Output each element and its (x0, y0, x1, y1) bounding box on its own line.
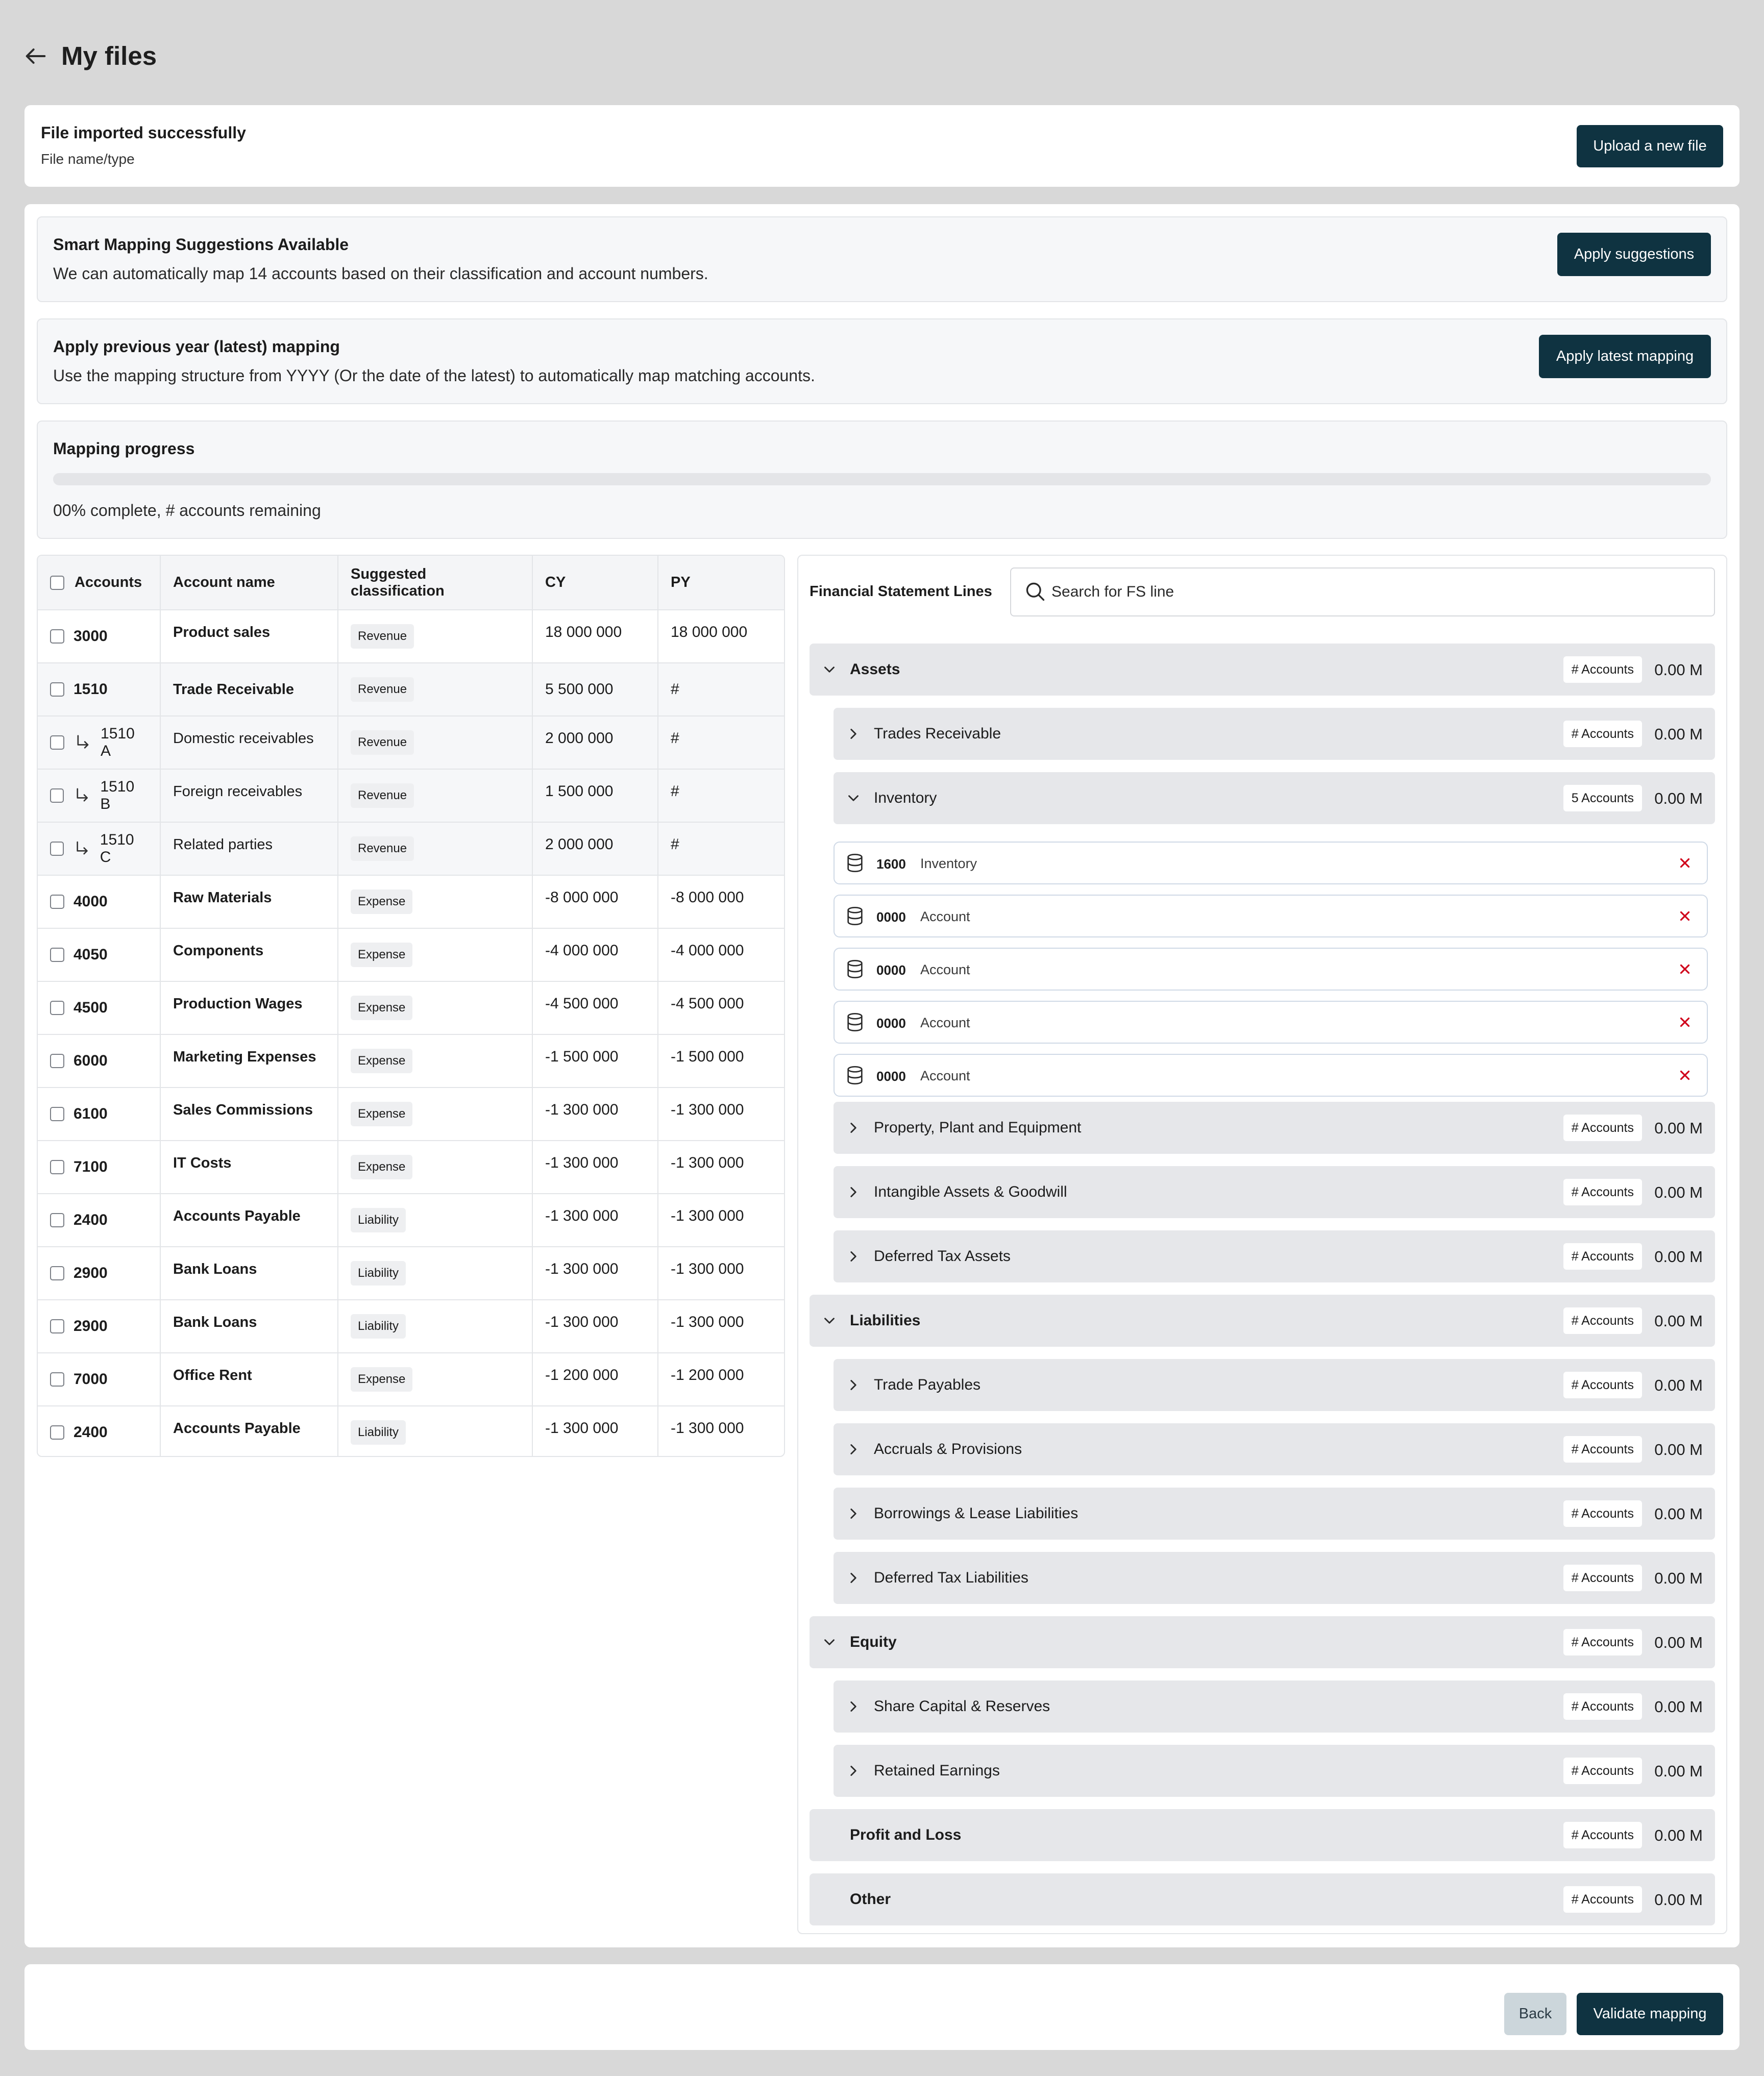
account-name: Accounts Payable (173, 1420, 301, 1437)
classification-tag[interactable]: Expense (351, 996, 412, 1020)
row-checkbox[interactable] (50, 1107, 64, 1121)
fs-line-amount: 0.00 M (1654, 1441, 1703, 1459)
account-cell (38, 1353, 160, 1406)
mapped-account-item[interactable] (834, 895, 1708, 937)
accounts-count-badge: # Accounts (1563, 1886, 1642, 1913)
apply-suggestions-button[interactable]: Apply suggestions (1557, 233, 1711, 276)
accounts-count-badge: # Accounts (1563, 1500, 1642, 1527)
chevron-down-icon[interactable] (821, 1634, 838, 1651)
fs-lines-label: Financial Statement Lines (810, 583, 992, 600)
accounts-count-badge: # Accounts (1563, 1693, 1642, 1720)
row-checkbox[interactable] (50, 682, 64, 697)
accounts-count-badge: # Accounts (1563, 1115, 1642, 1141)
fs-line-row[interactable] (834, 1745, 1715, 1797)
accounts-count-badge: # Accounts (1563, 1179, 1642, 1205)
cy-cell: -1 300 000 (532, 1194, 658, 1247)
classification-cell (338, 1247, 532, 1300)
py-cell: -1 300 000 (658, 1088, 784, 1141)
account-number: 2900 (74, 1318, 108, 1334)
accounts-count-badge: # Accounts (1563, 1307, 1642, 1334)
cy-cell: 2 000 000 (532, 716, 658, 769)
column-header-account-name: Account name (160, 556, 338, 610)
cy-cell: 5 500 000 (532, 663, 658, 716)
account-number: 4050 (74, 946, 108, 963)
account-number: 6100 (74, 1105, 108, 1122)
mapped-account-label: Account (920, 1068, 970, 1083)
py-cell: -1 500 000 (658, 1034, 784, 1088)
account-name-cell (160, 875, 338, 928)
row-checkbox[interactable] (50, 1054, 64, 1068)
classification-cell (338, 769, 532, 822)
remove-icon[interactable] (1677, 961, 1693, 977)
classification-tag[interactable]: Expense (351, 889, 412, 914)
chevron-down-icon[interactable] (821, 1312, 838, 1329)
mapped-account-number: 0000 (876, 1016, 906, 1031)
fs-line-amount: 0.00 M (1654, 1376, 1703, 1394)
fs-group-row[interactable] (810, 1873, 1715, 1925)
account-cell (38, 716, 160, 769)
fs-line-label: Trade Payables (874, 1376, 981, 1393)
classification-cell (338, 1141, 532, 1194)
account-name-cell (160, 1034, 338, 1088)
accounts-count-badge: # Accounts (1563, 1243, 1642, 1270)
py-cell: 18 000 000 (658, 610, 784, 663)
import-subtitle: File name/type (41, 151, 135, 167)
py-cell: -1 300 000 (658, 1406, 784, 1457)
accounts-count-badge: # Accounts (1563, 1436, 1642, 1463)
account-number: 1510 A (101, 725, 135, 759)
table-row[interactable] (38, 716, 784, 769)
fs-group-row[interactable] (810, 1295, 1715, 1347)
account-name: Trade Receivable (173, 681, 294, 698)
previous-mapping-title: Apply previous year (latest) mapping (53, 337, 340, 356)
search-icon (1024, 580, 1046, 603)
cy-cell: -1 300 000 (532, 1406, 658, 1457)
fs-line-amount: 0.00 M (1654, 1826, 1703, 1844)
account-number: 1510 C (100, 831, 134, 866)
table-row[interactable] (38, 1406, 784, 1457)
account-cell (38, 875, 160, 928)
remove-icon[interactable] (1677, 855, 1693, 871)
column-header-suggested-classification: Suggested classification (338, 556, 532, 610)
account-name: Marketing Expenses (173, 1049, 316, 1065)
progress-title: Mapping progress (53, 439, 195, 458)
progress-bar-track (53, 473, 1711, 485)
account-name-cell (160, 1353, 338, 1406)
account-number: 1510 B (100, 778, 135, 812)
fs-group-row[interactable] (810, 1616, 1715, 1668)
fs-group-row[interactable] (810, 644, 1715, 696)
fs-line-label: Share Capital & Reserves (874, 1698, 1050, 1715)
fs-line-amount: 0.00 M (1654, 1312, 1703, 1330)
cy-cell: -4 000 000 (532, 928, 658, 981)
fs-line-amount: 0.00 M (1654, 1634, 1703, 1651)
account-name: Product sales (173, 624, 271, 640)
mapped-account-item[interactable] (834, 1054, 1708, 1097)
page-title: My files (61, 41, 157, 70)
remove-icon[interactable] (1677, 1068, 1693, 1083)
fs-line-row[interactable] (834, 708, 1715, 760)
account-name: IT Costs (173, 1155, 232, 1171)
classification-tag[interactable]: Liability (351, 1314, 406, 1339)
progress-status: 00% complete, # accounts remaining (53, 501, 321, 520)
classification-tag[interactable]: Liability (351, 1261, 406, 1286)
sub-account-arrow-icon (73, 786, 91, 805)
chevron-right-icon[interactable] (845, 1505, 862, 1522)
fs-group-row[interactable] (810, 1809, 1715, 1861)
classification-cell (338, 663, 532, 716)
account-cell (38, 769, 160, 822)
account-number: 4000 (74, 893, 108, 910)
chevron-right-icon[interactable] (845, 1248, 862, 1265)
fs-line-label: Deferred Tax Liabilities (874, 1569, 1028, 1586)
column-header-accounts: Accounts (38, 556, 160, 610)
remove-icon[interactable] (1677, 908, 1693, 924)
mapped-account-number: 0000 (876, 1069, 906, 1084)
account-name-cell (160, 1141, 338, 1194)
mapped-account-number: 0000 (876, 909, 906, 925)
table-row[interactable] (38, 663, 784, 716)
classification-tag[interactable]: Revenue (351, 730, 414, 755)
cy-cell: -1 200 000 (532, 1353, 658, 1406)
fs-line-row[interactable] (834, 1102, 1715, 1154)
fs-line-label: Inventory (874, 789, 937, 806)
accounts-count-badge: # Accounts (1563, 1758, 1642, 1784)
table-row[interactable] (38, 981, 784, 1034)
classification-cell (338, 875, 532, 928)
classification-cell (338, 610, 532, 663)
account-name: Bank Loans (173, 1261, 257, 1277)
fs-line-label: Equity (850, 1634, 897, 1650)
database-icon (845, 1011, 865, 1033)
back-button[interactable]: Back (1504, 1993, 1566, 2035)
row-checkbox[interactable] (50, 1266, 64, 1280)
fs-line-amount: 0.00 M (1654, 1891, 1703, 1909)
sub-account-arrow-icon (74, 733, 91, 752)
table-row[interactable] (38, 769, 784, 822)
classification-tag[interactable]: Expense (351, 1155, 412, 1179)
account-name-cell (160, 981, 338, 1034)
fs-line-amount: 0.00 M (1654, 1698, 1703, 1716)
fs-line-row[interactable] (834, 1230, 1715, 1282)
account-cell (38, 1194, 160, 1247)
py-cell: -1 300 000 (658, 1300, 784, 1353)
fs-line-amount: 0.00 M (1654, 1119, 1703, 1137)
fs-search-input[interactable] (1051, 574, 1705, 610)
account-cell (38, 1406, 160, 1457)
cy-cell: -8 000 000 (532, 875, 658, 928)
chevron-right-icon[interactable] (845, 1569, 862, 1587)
import-title: File imported successfully (41, 123, 246, 142)
account-name-cell (160, 822, 338, 875)
py-cell: # (658, 663, 784, 716)
account-name: Bank Loans (173, 1314, 257, 1330)
table-row[interactable] (38, 1034, 784, 1088)
fs-line-amount: 0.00 M (1654, 1569, 1703, 1587)
fs-line-label: Accruals & Provisions (874, 1441, 1022, 1457)
table-row[interactable] (38, 1088, 784, 1141)
py-cell: # (658, 822, 784, 875)
classification-cell (338, 1088, 532, 1141)
account-name-cell (160, 769, 338, 822)
account-name-cell (160, 610, 338, 663)
previous-mapping-card (37, 318, 1727, 404)
classification-tag[interactable]: Liability (351, 1208, 406, 1232)
account-number: 2400 (74, 1212, 108, 1228)
classification-cell (338, 716, 532, 769)
row-checkbox[interactable] (50, 842, 64, 856)
account-name: Foreign receivables (173, 783, 303, 800)
chevron-right-icon[interactable] (845, 1119, 862, 1136)
classification-tag[interactable]: Liability (351, 1420, 406, 1445)
fs-line-row[interactable] (834, 1359, 1715, 1411)
table-row[interactable] (38, 1353, 784, 1406)
classification-tag[interactable]: Revenue (351, 624, 414, 649)
accounts-count-badge: 5 Accounts (1563, 785, 1642, 811)
upload-new-file-button[interactable]: Upload a new file (1577, 125, 1723, 167)
classification-tag[interactable]: Expense (351, 943, 412, 967)
fs-line-label: Other (850, 1891, 891, 1908)
cy-cell: 1 500 000 (532, 769, 658, 822)
account-cell (38, 1034, 160, 1088)
account-name-cell (160, 1247, 338, 1300)
fs-line-row[interactable] (834, 772, 1715, 824)
table-row[interactable] (38, 822, 784, 875)
chevron-right-icon[interactable] (845, 1762, 862, 1780)
account-cell (38, 1247, 160, 1300)
select-all-checkbox[interactable] (50, 576, 64, 590)
mapped-account-label: Inventory (920, 856, 977, 871)
fs-line-amount: 0.00 M (1654, 1183, 1703, 1201)
database-icon (845, 1065, 865, 1086)
table-row[interactable] (38, 1141, 784, 1194)
account-number: 3000 (74, 628, 108, 645)
classification-tag[interactable]: Revenue (351, 836, 414, 861)
database-icon (845, 852, 865, 874)
classification-tag[interactable]: Expense (351, 1367, 412, 1392)
fs-line-label: Trades Receivable (874, 725, 1001, 742)
account-number: 7100 (74, 1158, 108, 1175)
fs-line-row[interactable] (834, 1423, 1715, 1475)
cy-cell: -1 300 000 (532, 1141, 658, 1194)
classification-tag[interactable]: Expense (351, 1049, 412, 1073)
account-number: 6000 (74, 1052, 108, 1069)
table-row[interactable] (38, 875, 784, 928)
fs-line-amount: 0.00 M (1654, 1505, 1703, 1523)
accounts-count-badge: # Accounts (1563, 1822, 1642, 1848)
chevron-right-icon[interactable] (845, 1698, 862, 1715)
row-checkbox[interactable] (50, 895, 64, 909)
fs-line-label: Borrowings & Lease Liabilities (874, 1505, 1079, 1522)
account-cell (38, 1300, 160, 1353)
fs-line-label: Property, Plant and Equipment (874, 1119, 1082, 1136)
account-cell (38, 1141, 160, 1194)
cy-cell: 2 000 000 (532, 822, 658, 875)
py-cell: -8 000 000 (658, 875, 784, 928)
account-cell (38, 928, 160, 981)
fs-line-label: Deferred Tax Assets (874, 1248, 1011, 1265)
classification-cell (338, 1194, 532, 1247)
classification-cell (338, 1300, 532, 1353)
cy-cell: -1 300 000 (532, 1247, 658, 1300)
py-cell: -4 000 000 (658, 928, 784, 981)
classification-cell (338, 1353, 532, 1406)
row-checkbox[interactable] (50, 735, 64, 750)
fs-line-label: Retained Earnings (874, 1762, 1000, 1779)
fs-line-row[interactable] (834, 1488, 1715, 1540)
fs-line-label: Assets (850, 661, 900, 678)
py-cell: -1 300 000 (658, 1194, 784, 1247)
smart-mapping-title: Smart Mapping Suggestions Available (53, 235, 349, 254)
fs-line-amount: 0.00 M (1654, 1762, 1703, 1780)
fs-line-label: Profit and Loss (850, 1826, 962, 1843)
remove-icon[interactable] (1677, 1015, 1693, 1030)
py-cell: # (658, 716, 784, 769)
accounts-count-badge: # Accounts (1563, 656, 1642, 683)
column-header-py: PY (658, 556, 784, 610)
py-cell: -1 200 000 (658, 1353, 784, 1406)
account-cell (38, 610, 160, 663)
py-cell: -1 300 000 (658, 1247, 784, 1300)
fs-line-row[interactable] (834, 1166, 1715, 1218)
account-number: 7000 (74, 1371, 108, 1388)
table-header-row (38, 556, 784, 610)
mapped-account-number: 1600 (876, 856, 906, 872)
table-row[interactable] (38, 1300, 784, 1353)
import-banner (24, 105, 1739, 187)
chevron-right-icon[interactable] (845, 1441, 862, 1458)
validate-mapping-button[interactable]: Validate mapping (1577, 1993, 1723, 2035)
mapped-account-label: Account (920, 909, 970, 924)
fs-line-amount: 0.00 M (1654, 789, 1703, 807)
fs-line-amount: 0.00 M (1654, 1248, 1703, 1266)
table-row[interactable] (38, 1194, 784, 1247)
fs-line-label: Liabilities (850, 1312, 921, 1329)
account-name: Sales Commissions (173, 1102, 313, 1118)
mapped-account-label: Account (920, 1015, 970, 1030)
table-row[interactable] (38, 1247, 784, 1300)
classification-tag[interactable]: Revenue (351, 677, 414, 702)
account-name-cell (160, 1194, 338, 1247)
account-name: Related parties (173, 836, 273, 853)
accounts-count-badge: # Accounts (1563, 1372, 1642, 1398)
account-name-cell (160, 1406, 338, 1457)
chevron-right-icon[interactable] (845, 1376, 862, 1394)
classification-cell (338, 822, 532, 875)
cy-cell: 18 000 000 (532, 610, 658, 663)
account-number: 4500 (74, 999, 108, 1016)
mapped-account-item[interactable] (834, 842, 1708, 884)
classification-cell (338, 1034, 532, 1088)
account-name-cell (160, 928, 338, 981)
row-checkbox[interactable] (50, 788, 64, 803)
chevron-right-icon[interactable] (845, 1183, 862, 1201)
classification-cell (338, 981, 532, 1034)
chevron-right-icon[interactable] (845, 725, 862, 743)
row-checkbox[interactable] (50, 1425, 64, 1440)
account-cell (38, 663, 160, 716)
smart-mapping-description: We can automatically map 14 accounts based on their classification and account numbers. (53, 264, 708, 283)
cy-cell: -1 300 000 (532, 1088, 658, 1141)
cy-cell: -1 300 000 (532, 1300, 658, 1353)
cy-cell: -4 500 000 (532, 981, 658, 1034)
row-checkbox[interactable] (50, 1319, 64, 1333)
accounts-table (37, 555, 785, 1457)
accounts-count-badge: # Accounts (1563, 721, 1642, 747)
chevron-down-icon[interactable] (821, 661, 838, 678)
chevron-down-icon[interactable] (845, 789, 862, 807)
database-icon (845, 905, 865, 927)
fs-line-row[interactable] (834, 1552, 1715, 1604)
fs-line-amount: 0.00 M (1654, 661, 1703, 679)
row-checkbox[interactable] (50, 1213, 64, 1227)
sub-account-arrow-icon (73, 839, 91, 858)
accounts-count-badge: # Accounts (1563, 1629, 1642, 1655)
account-name: Domestic receivables (173, 730, 314, 747)
account-name: Office Rent (173, 1367, 252, 1383)
classification-tag[interactable]: Revenue (351, 783, 414, 808)
account-name-cell (160, 1088, 338, 1141)
account-name-cell (160, 1300, 338, 1353)
table-row[interactable] (38, 928, 784, 981)
account-name: Production Wages (173, 996, 303, 1012)
py-cell: -1 300 000 (658, 1141, 784, 1194)
account-number: 1510 (74, 681, 108, 698)
mapped-account-item[interactable] (834, 948, 1708, 991)
row-checkbox[interactable] (50, 948, 64, 962)
database-icon (845, 958, 865, 980)
smart-mapping-card (37, 216, 1727, 302)
account-name: Components (173, 943, 264, 959)
mapped-account-item[interactable] (834, 1001, 1708, 1044)
account-name: Accounts Payable (173, 1208, 301, 1224)
py-cell: -4 500 000 (658, 981, 784, 1034)
account-cell (38, 981, 160, 1034)
table-row[interactable] (38, 610, 784, 663)
account-name-cell (160, 716, 338, 769)
mapped-account-number: 0000 (876, 962, 906, 978)
account-cell (38, 822, 160, 875)
account-number: 2900 (74, 1265, 108, 1281)
back-arrow-icon[interactable] (22, 43, 49, 69)
row-checkbox[interactable] (50, 1001, 64, 1015)
fs-line-amount: 0.00 M (1654, 725, 1703, 743)
column-header-cy: CY (532, 556, 658, 610)
footer-bar (24, 1964, 1739, 2050)
row-checkbox[interactable] (50, 1372, 64, 1387)
account-cell (38, 1088, 160, 1141)
classification-cell (338, 928, 532, 981)
fs-line-row[interactable] (834, 1680, 1715, 1733)
cy-cell: -1 500 000 (532, 1034, 658, 1088)
account-name: Raw Materials (173, 889, 272, 906)
classification-tag[interactable]: Expense (351, 1102, 412, 1126)
apply-latest-mapping-button[interactable]: Apply latest mapping (1539, 335, 1711, 378)
account-number: 2400 (74, 1424, 108, 1441)
account-name-cell (160, 663, 338, 716)
row-checkbox[interactable] (50, 1160, 64, 1174)
accounts-count-badge: # Accounts (1563, 1565, 1642, 1591)
mapped-account-label: Account (920, 962, 970, 977)
fs-line-label: Intangible Assets & Goodwill (874, 1183, 1067, 1200)
py-cell: # (658, 769, 784, 822)
row-checkbox[interactable] (50, 629, 64, 644)
previous-mapping-description: Use the mapping structure from YYYY (Or the date of the latest) to automatically map matching accounts. (53, 366, 815, 385)
classification-cell (338, 1406, 532, 1457)
